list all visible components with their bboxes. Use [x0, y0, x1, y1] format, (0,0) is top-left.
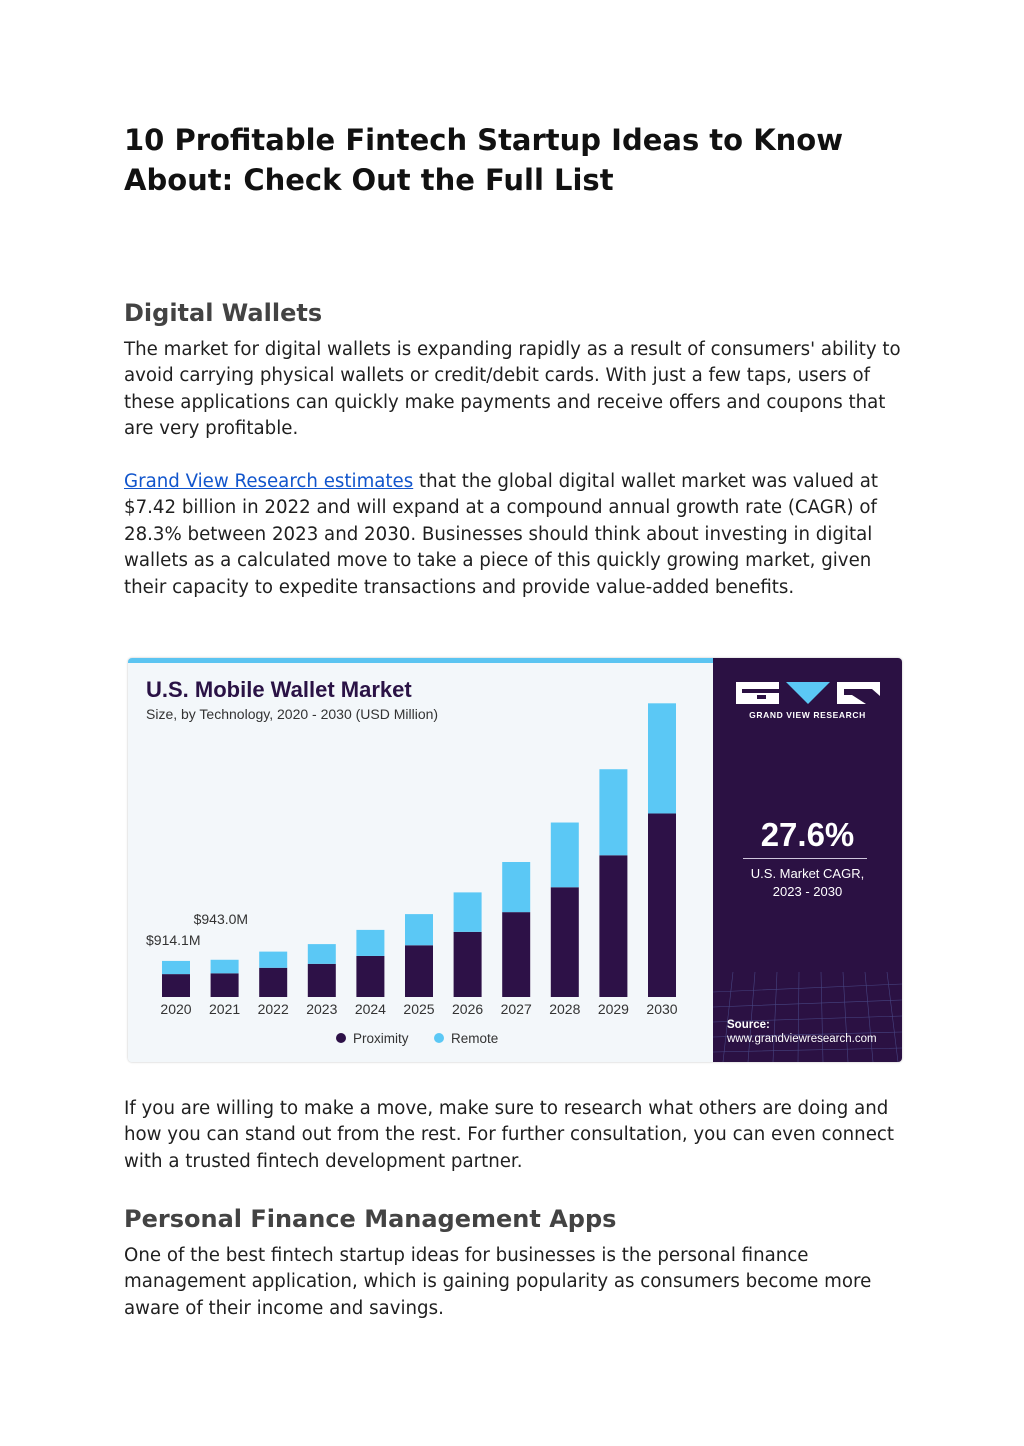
bar-proximity-2025 [405, 945, 433, 997]
cagr-label-line1: U.S. Market CAGR, [750, 866, 865, 881]
page-title: 10 Profitable Fintech Startup Ideas to Know About: Check Out the Full List [124, 123, 844, 197]
chart-subtitle: Size, by Technology, 2020 - 2030 (USD Million) [146, 706, 439, 722]
data-label: $943.0M [193, 910, 249, 927]
bar-remote-2029 [599, 769, 627, 855]
bar-proximity-2024 [356, 956, 384, 997]
paragraph-text: that the global digital wallet market was valued at $7.42 billion in 2022 and will expand at a compound annual growth rate (CAGR) of 28.3% between 2023 and 2030. Businesses should think about investing in digital wallets as a calculated move to take a piece of this quickly growing market, given their capacity to expedite transactions and provide value-added benefits. [124, 471, 879, 598]
x-tick-label: 2020 [160, 1001, 192, 1017]
bar-remote-2020 [162, 961, 190, 974]
bar-remote-2022 [259, 952, 287, 968]
bar-proximity-2021 [211, 973, 239, 997]
chart-title: U.S. Mobile Wallet Market [146, 677, 412, 702]
cagr-label-line2: 2023 - 2030 [772, 884, 843, 899]
bar-proximity-2030 [648, 813, 676, 997]
paragraph: If you are willing to make a move, make sure to research what others are doing and how you can stand out from the rest. For further consultation, you can even connect with a trusted fintech development partner. [124, 1098, 895, 1172]
brand-panel [713, 658, 902, 1062]
brand-name: GRAND VIEW RESEARCH [749, 710, 866, 720]
cagr-label [713, 865, 902, 901]
section-heading-digital-wallets: Digital Wallets [124, 299, 323, 327]
x-tick-label: 2028 [549, 1001, 581, 1017]
bar-remote-2025 [405, 914, 433, 945]
x-tick-label: 2026 [452, 1001, 484, 1017]
bar-remote-2027 [502, 862, 530, 912]
x-tick-label: 2022 [257, 1001, 289, 1017]
bar-remote-2024 [356, 930, 384, 956]
grand-view-research-logo [736, 680, 881, 706]
bar-proximity-2020 [162, 974, 190, 997]
grid-pattern [713, 972, 902, 1062]
legend-label: Proximity [353, 1031, 409, 1046]
source-label: Source: [727, 1019, 770, 1031]
paragraph: One of the best fintech startup ideas for businesses is the personal finance management application, which is gaining popularity as consumers become more aware of their income and savings. [124, 1245, 872, 1319]
bar-remote-2026 [454, 892, 482, 931]
legend-label: Remote [451, 1031, 499, 1046]
bar-remote-2030 [648, 703, 676, 813]
legend-swatch-remote [434, 1033, 444, 1043]
bar-proximity-2028 [551, 887, 579, 997]
bar-proximity-2027 [502, 912, 530, 997]
grand-view-research-link[interactable]: Grand View Research estimates [124, 471, 414, 492]
market-infographic [128, 658, 902, 1062]
bar-chart [128, 663, 713, 1062]
bar-proximity-2026 [454, 932, 482, 997]
section-heading-personal-finance: Personal Finance Management Apps [124, 1205, 617, 1233]
divider [743, 858, 867, 859]
data-label: $914.1M [146, 931, 201, 948]
bar-proximity-2029 [599, 855, 627, 997]
source-note [727, 1018, 877, 1046]
source-url: www.grandviewresearch.com [727, 1033, 877, 1045]
bar-proximity-2022 [259, 968, 287, 997]
paragraph: The market for digital wallets is expanding rapidly as a result of consumers' ability to avoid carrying physical wallets or credit/debit cards. With just a few taps, users of these applications can quickly make payments and receive offers and coupons that are very profitable. [124, 339, 901, 440]
x-tick-label: 2023 [306, 1001, 338, 1017]
legend-swatch-proximity [336, 1033, 346, 1043]
paragraph-with-link [124, 469, 904, 601]
bar-remote-2021 [211, 960, 239, 974]
bar-remote-2028 [551, 823, 579, 888]
x-tick-label: 2024 [354, 1001, 386, 1017]
x-tick-label: 2029 [597, 1001, 629, 1017]
x-tick-label: 2030 [646, 1001, 678, 1017]
bar-remote-2023 [308, 944, 336, 964]
x-tick-label: 2025 [403, 1001, 435, 1017]
cagr-value: 27.6% [760, 816, 855, 853]
x-tick-label: 2027 [500, 1001, 532, 1017]
bar-proximity-2023 [308, 964, 336, 997]
chart-panel [128, 663, 713, 1062]
x-tick-label: 2021 [209, 1001, 241, 1017]
